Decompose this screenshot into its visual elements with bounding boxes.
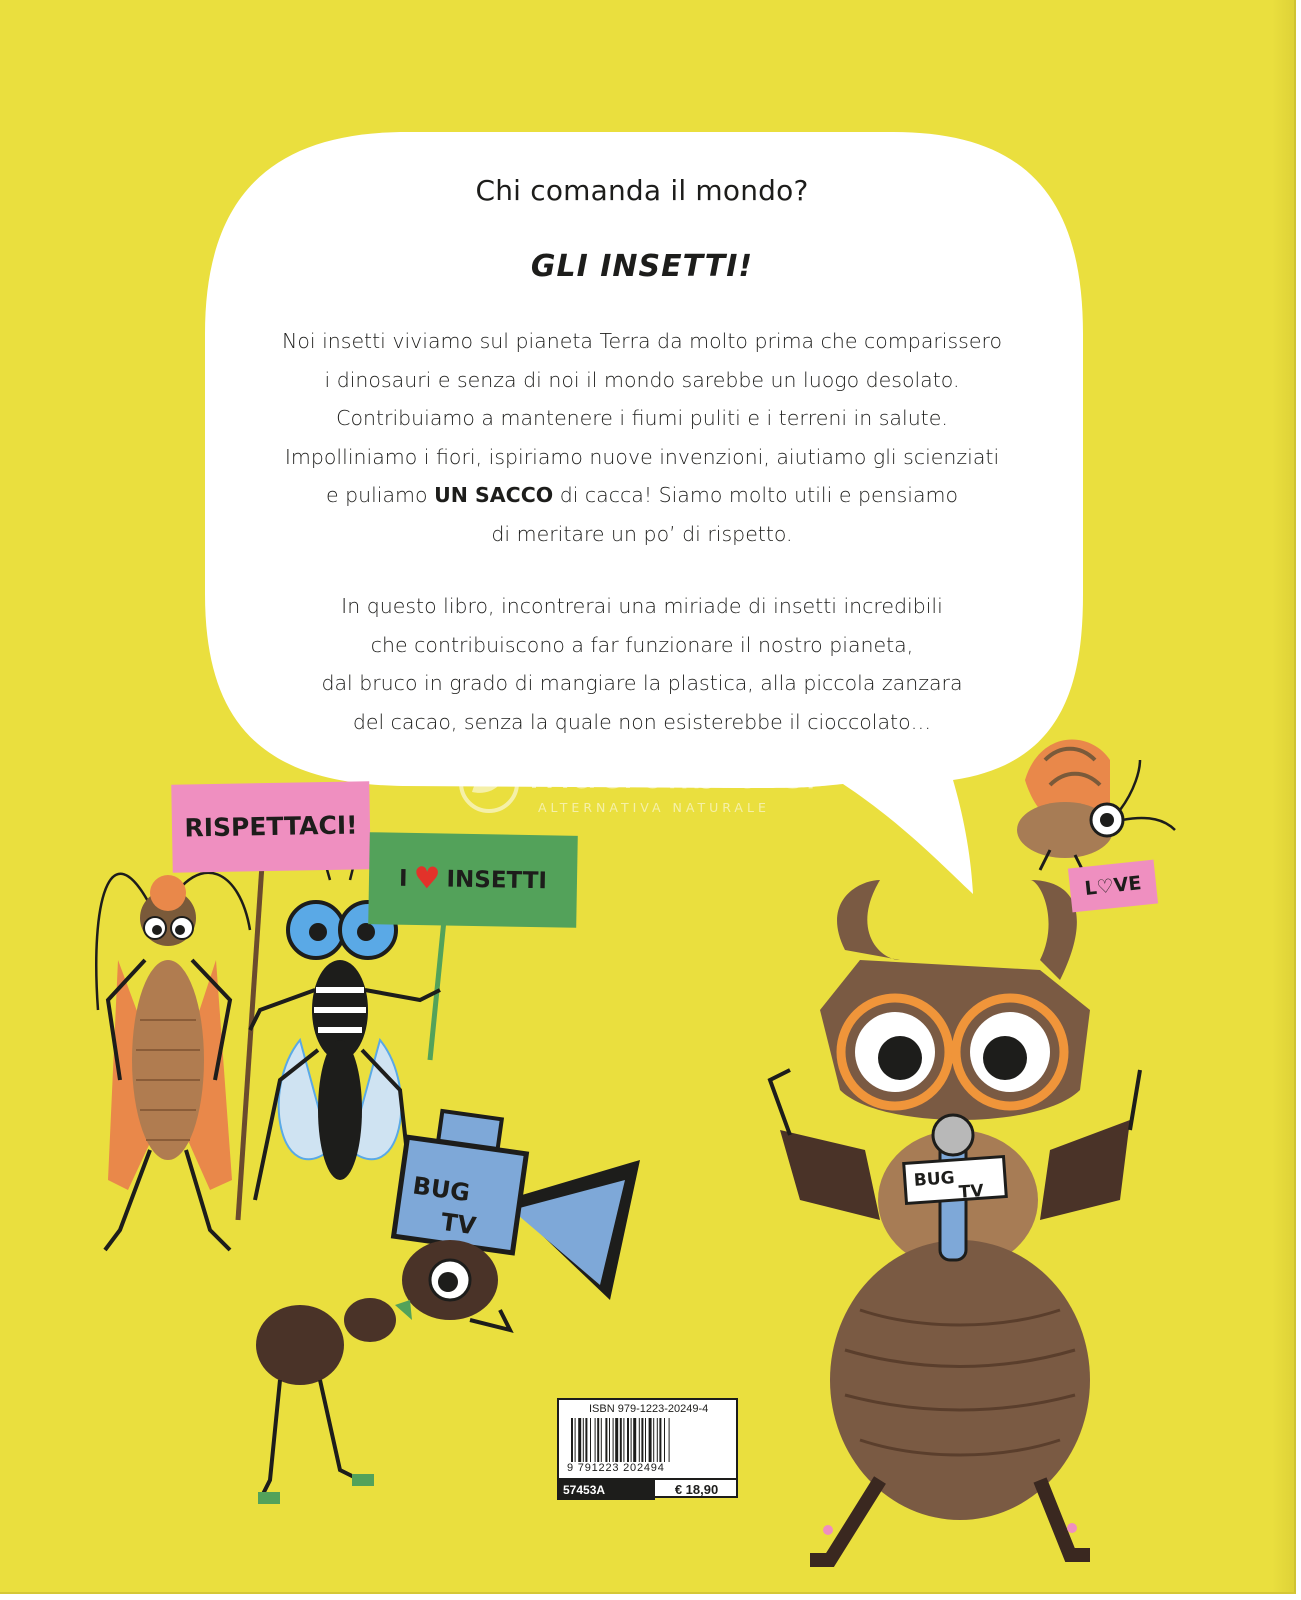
mic-label-bug: BUG <box>913 1168 956 1191</box>
beetle-reporter-figure <box>770 880 1140 1560</box>
para2-line2: che contribuiscono a far funzionare il nostro pianeta, <box>370 632 914 657</box>
watermark-leaf-icon <box>458 752 520 814</box>
ean-digits: 9 791223 202494 <box>567 1462 665 1474</box>
sign-love-ve: VE <box>1112 872 1143 897</box>
para2-line4: del cacao, senza la quale non esisterebbe il cioccolato… <box>352 709 932 734</box>
mic-label-tv: TV <box>958 1181 985 1203</box>
heart-outline-icon: ♡ <box>1095 874 1115 899</box>
para2-line3: dal bruco in grado di mangiare la plastica, alla piccola zanzara <box>321 671 963 695</box>
camera-label-tv: TV <box>439 1207 478 1241</box>
sign-love-l: L <box>1083 876 1098 900</box>
sign-green-i: I <box>398 865 408 892</box>
product-code: 57453A <box>557 1480 655 1500</box>
para1-line4: Impolliniamo i fiori, ispiriamo nuove invenzioni, aiutiamo gli scienziati <box>284 444 1000 469</box>
watermark-tagline: ALTERNATIVA NATURALE <box>538 800 770 815</box>
para1-line5-bold: UN SACCO <box>434 483 554 507</box>
barcode-icon <box>569 1418 729 1462</box>
para1-line5-pre: e puliamo <box>325 483 435 507</box>
para1-line3: Contribuiamo a mantenere i fiumi puliti e i terreni in salute. <box>336 406 948 430</box>
sign-green-insetti: INSETTI <box>446 866 548 895</box>
isbn-text: ISBN 979-1223-20249-4 <box>589 1403 709 1415</box>
sign-love <box>1068 860 1158 913</box>
para1-line1: Noi insetti viviamo sul pianeta Terra da molto prima che comparissero <box>281 329 1002 353</box>
heart-icon: ♥ <box>413 860 441 897</box>
para1-line2: i dinosauri e senza di noi il mondo sarebbe un luogo desolato. <box>324 367 960 392</box>
barcode-label <box>557 1398 738 1498</box>
pink-sign-stick <box>238 865 262 1220</box>
moth-figure <box>1017 740 1175 875</box>
para1-line6: di meritare un po’ di rispetto. <box>491 521 793 546</box>
sign-i-love-insetti <box>368 832 578 928</box>
sign-rispettaci: RISPETTACI! <box>171 781 371 872</box>
price-row <box>557 1478 738 1500</box>
cockroach-figure <box>96 873 250 1250</box>
para1-line5-post: di cacca! Siamo molto utili e pensiamo <box>553 483 959 507</box>
camera-label-bug: BUG <box>410 1171 472 1208</box>
watermark-name: macrolibrarsi <box>528 748 817 799</box>
para2-line1: In questo libro, incontrerai una miriade di insetti incredibili <box>341 594 943 618</box>
price: € 18,90 <box>674 1482 719 1497</box>
headline: GLI INSETTI! <box>530 249 754 284</box>
watermark <box>458 748 838 818</box>
question-title: Chi comanda il mondo? <box>475 174 809 207</box>
